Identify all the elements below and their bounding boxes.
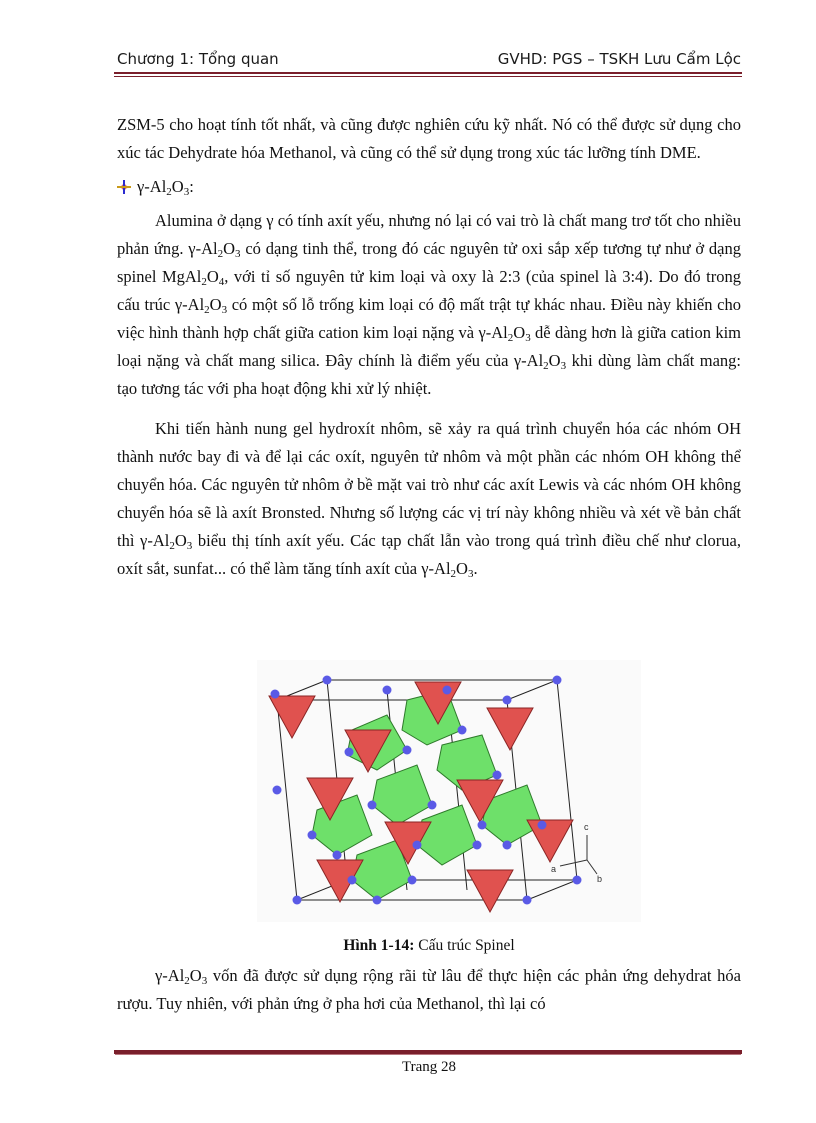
axis-a-label: a — [551, 864, 557, 874]
page-header — [117, 48, 741, 72]
axis-c-label: c — [584, 822, 589, 832]
paragraph-3: Khi tiến hành nung gel hydroxít nhôm, sẽ xảy ra quá trình chuyển hóa các nhóm OH thành nước bay đi và để lại các oxít, nguyên tử nhôm và một phần các nhóm OH không thể chuyển hóa. Các nguyên tử nhôm ở bề mặt vai trò như các axít Lewis và các nhóm OH không chuyển hóa sẽ là axít Bronsted. Nhưng số lượng các vị trí này không nhiều và xét về bản chất thì $\gamma-Al_2O_3$ biểu thị tính axít yếu. Các tạp chất lẫn vào trong quá trình điều chế như clorua, oxít sắt, sunfat... có thể làm tăng tính axít của $\gamma-Al_2O_3$. — [117, 419, 741, 580]
chapter-title: Chương 1: Tổng quan — [117, 50, 279, 68]
spinel-diagram — [257, 660, 641, 922]
bullet-icon — [117, 180, 131, 194]
header-divider — [114, 72, 742, 77]
paragraph-1: ZSM-5 cho hoạt tính tốt nhất, và cũng được nghiên cứu kỹ nhất. Nó có thể được sử dụng cho xúc tác Dehydrate hóa Methanol, và cũng có thể sử dụng trong xúc tác lưỡng tính DME. — [117, 115, 741, 162]
figure-caption: Hình 1-14: Cấu trúc Spinel — [343, 937, 515, 954]
paragraph-2: Alumina ở dạng γ có tính axít yếu, nhưng nó lại có vai trò là chất mang trơ tốt cho nhiều phản ứng. $\gamma-Al_2O_3$ có dạng tinh thể, trong đó các nguyên tử oxi sắp xếp tương tự như ở dạng spinel $MgAl_2O_4$, với tỉ số nguyên tử kim loại và oxy là 2:3 (của spinel là 3:4). Do đó trong cấu trúc $\gamma-Al_2O_3$ có một số lỗ trống kim loại có độ mất trật tự khác nhau. Điều này khiến cho việc hình thành hợp chất giữa cation kim loại nặng và $\gamma-Al_2O_3$ dễ dàng hơn là giữa cation kim loại nặng và chất mang silica. Đây chính là điểm yếu của $\gamma-Al_2O_3$ khi dùng làm chất mang: tạo tương tác với pha hoạt động khi xử lý nhiệt. — [117, 211, 742, 398]
spinel-structure-figure — [257, 660, 641, 922]
paragraph-4: $\gamma-Al_2O_3$ vốn đã được sử dụng rộng rãi từ lâu để thực hiện các phản ứng dehydrat hóa rượu. Tuy nhiên, với phản ứng ở pha hơi của Methanol, thì lại có — [117, 966, 741, 1013]
section-title: $\gamma-Al_2O_3$: — [137, 177, 194, 198]
footer-divider — [114, 1050, 742, 1054]
page-number: Trang 28 — [401, 1059, 457, 1075]
main-text — [117, 111, 741, 583]
section-heading — [117, 167, 741, 207]
axis-b-label: b — [597, 874, 603, 884]
supervisor-label: GVHD: PGS – TSKH Lưu Cẩm Lộc — [497, 50, 741, 68]
